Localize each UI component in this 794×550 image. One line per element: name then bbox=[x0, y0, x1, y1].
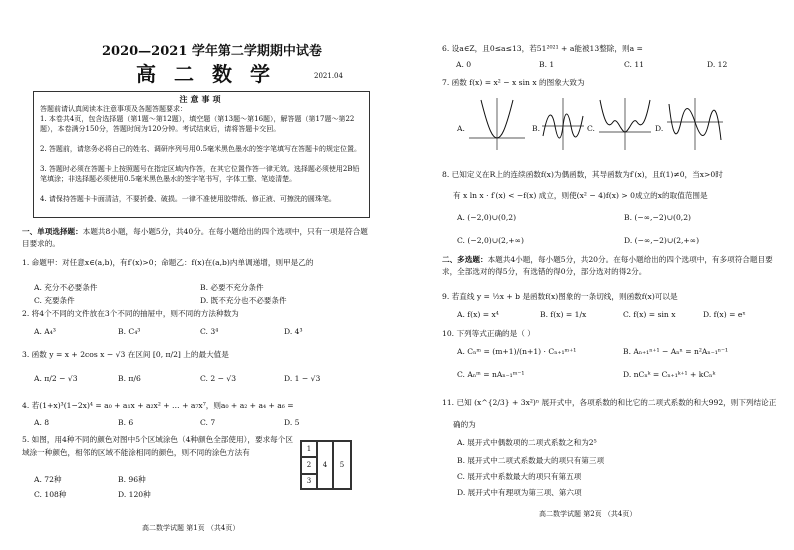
question-8-stem-2: 有 x ln x · f′(x) < −f(x) 成立，则使(x² − 4)f(x) > 0成立的x的取值范围是 bbox=[453, 191, 708, 200]
question-6-stem: 6. 设a∈Z，且0≤a≤13，若51²⁰²¹ + a能被13整除，则a = bbox=[442, 44, 643, 53]
section-2-desc: 本题共4小题，每小题5分，共20分。在每小题给出的四个选项中，有多项符合题目要求，全部选对的得5分，有选错的得0分，部分选对的得2分。 bbox=[442, 255, 773, 277]
notice-item-1: 1. 本卷共4页，包含选择题（第1题～第12题），填空题（第13题～第16题），解答题（第17题～第22题），本卷满分150分，答题时间为120分钟。考试结束后，请将答题卡交回。 bbox=[40, 115, 355, 133]
q6-option-b: B. 1 bbox=[539, 60, 555, 69]
section-2-heading: 二、多选题： bbox=[442, 255, 488, 264]
region-4: 4 bbox=[317, 441, 333, 489]
q11-option-c: C. 展开式中系数最大的项只有第五项 bbox=[457, 472, 582, 481]
notice-item-3: 3. 答题时必须在答题卡上按照题号在指定区域内作答，在其它位置作答一律无效。选择题必须使用2B铅笔填涂；非选择题必须使用0.5毫米黑色墨水的签字笔书写，字体工整、笔迹清楚。 bbox=[40, 165, 360, 183]
q8-option-d: D. (−∞,−2)∪(2,+∞) bbox=[624, 236, 700, 245]
q7-graph-b bbox=[540, 96, 586, 152]
page-1-footer: 高二数学试题 第1页 （共4页） bbox=[142, 524, 240, 532]
question-8-stem: 8. 已知定义在R上的连续函数f(x)为偶函数，其导函数为f′(x)，且f(1)≠0，当x>0时 bbox=[442, 170, 723, 179]
question-7-stem: 7. 函数 f(x) = x² − x sin x 的图象大致为 bbox=[442, 78, 585, 87]
q2-option-d: D. 4³ bbox=[284, 327, 303, 336]
section-1-desc: 本题共8小题，每小题5分，共40分。在每小题给出的四个选项中，只有一项是符合题目要求的。 bbox=[22, 227, 368, 249]
section-2 bbox=[442, 254, 782, 278]
q10-option-c: C. Aₙᵐ = nAₙ₋₁ᵐ⁻¹ bbox=[457, 370, 525, 379]
q7-option-d: D. bbox=[655, 124, 664, 133]
q9-option-b: B. f(x) = 1/x bbox=[540, 310, 587, 319]
q11-option-a: A. 展开式中偶数项的二项式系数之和为2⁵ bbox=[457, 438, 597, 447]
region-1: 1 bbox=[301, 441, 317, 457]
page-2 bbox=[397, 0, 794, 550]
q9-option-c: C. f(x) = sin x bbox=[623, 310, 676, 319]
q1-option-b: B. 必要不充分条件 bbox=[200, 283, 264, 292]
q10-option-a: A. Cₙᵐ = (m+1)/(n+1) · Cₙ₊₁ᵐ⁺¹ bbox=[457, 347, 577, 356]
q10-option-b: B. Aₙ₊₁ⁿ⁺¹ − Aₙⁿ = n²Aₙ₋₁ⁿ⁻¹ bbox=[623, 347, 729, 356]
question-11-stem: 11. 已知 (x^{2/3} + 3x²)ⁿ 展开式中，各项系数的和比它的二项式系数的和大992，则下列结论正 bbox=[442, 398, 777, 407]
q5-option-c: C. 108种 bbox=[34, 490, 67, 499]
q7-option-c: C. bbox=[587, 124, 595, 133]
q10-option-d: D. nCₙᵏ = Cₙ₊₁ᵏ⁺¹ + kCₙᵏ bbox=[623, 370, 716, 379]
q4-option-c: C. 7 bbox=[200, 418, 216, 427]
q1-option-a: A. 充分不必要条件 bbox=[34, 283, 98, 292]
q2-option-b: B. C₄³ bbox=[118, 327, 141, 336]
section-1-heading: 一、单项选择题： bbox=[22, 227, 83, 236]
q8-option-b: B. (−∞,−2)∪(0,2) bbox=[624, 213, 691, 222]
question-3-stem: 3. 函数 y = x + 2cos x − √3 在区间 [0, π/2] 上的最大值是 bbox=[22, 350, 229, 359]
q7-graph-c bbox=[597, 96, 653, 152]
q7-graph-a bbox=[467, 96, 527, 152]
q7-option-a: A. bbox=[457, 124, 465, 133]
notice-item-2: 2. 答题前，请您务必将自己的姓名、调研序列号用0.5毫米黑色墨水的签字笔填写在答题卡的规定位置。 bbox=[40, 145, 362, 153]
q6-option-d: D. 12 bbox=[707, 60, 728, 69]
q11-option-b: B. 展开式中二项式系数最大的项只有第三项 bbox=[457, 456, 605, 465]
question-2-stem: 2. 将4个不同的文件放在3个不同的抽屉中，则不同的方法种数为 bbox=[22, 309, 239, 318]
q9-option-a: A. f(x) = x⁴ bbox=[457, 310, 499, 319]
q8-option-c: C. (−2,0)∪(2,+∞) bbox=[457, 236, 524, 245]
question-10-stem: 10. 下列等式正确的是（ ） bbox=[442, 329, 535, 338]
notice-intro: 答题前请认真阅读本注意事项及各题答题要求： bbox=[40, 105, 187, 113]
q6-option-a: A. 0 bbox=[456, 60, 472, 69]
notice-heading: 注意事项 bbox=[179, 94, 224, 104]
question-9-stem: 9. 若直线 y = ½x + b 是函数f(x)图象的一条切线，则函数f(x)可以是 bbox=[442, 292, 678, 301]
page-2-footer: 高二数学试题 第2页 （共4页） bbox=[539, 510, 637, 518]
question-4-stem: 4. 若(1+x)³(1−2x)⁴ = a₀ + a₁x + a₂x² + … + a₇x⁷，则a₀ + a₂ + a₄ + a₆ = bbox=[22, 401, 294, 410]
q3-option-c: C. 2 − √3 bbox=[200, 374, 237, 383]
exam-subtitle: 高二数学 bbox=[136, 62, 288, 86]
exam-title: 2020—2021 学年第二学期期中试卷 bbox=[102, 44, 322, 59]
q11-option-d: D. 展开式中有理项为第三项、第六项 bbox=[457, 488, 582, 497]
q6-option-c: C. 11 bbox=[624, 60, 645, 69]
q8-option-a: A. (−2,0)∪(0,2) bbox=[457, 213, 517, 222]
q2-option-a: A. A₄³ bbox=[34, 327, 56, 336]
question-11-stem-2: 确的为 bbox=[453, 420, 476, 429]
q2-option-c: C. 3⁴ bbox=[200, 327, 219, 336]
q3-option-d: D. 1 − √3 bbox=[284, 374, 321, 383]
q4-option-a: A. 8 bbox=[34, 418, 50, 427]
q1-option-d: D. 既不充分也不必要条件 bbox=[200, 296, 287, 305]
q3-option-a: A. π/2 − √3 bbox=[34, 374, 78, 383]
q9-option-d: D. f(x) = eˣ bbox=[703, 310, 746, 319]
exam-date: 2021.04 bbox=[314, 72, 343, 80]
notice-box bbox=[33, 91, 370, 218]
region-5: 5 bbox=[333, 441, 351, 489]
region-3: 3 bbox=[301, 474, 317, 489]
q7-option-b: B. bbox=[532, 124, 540, 133]
q1-option-c: C. 充要条件 bbox=[34, 296, 75, 305]
question-5-stem: 5. 如图，用4种不同的颜色对图中5个区域涂色（4种颜色全部使用），要求每个区域涂一种颜色，相邻的区域不能涂相同的颜色，则不同的涂色方法有 bbox=[22, 435, 293, 458]
coloring-figure bbox=[300, 440, 352, 490]
q4-option-d: D. 5 bbox=[284, 418, 300, 427]
q5-option-b: B. 96种 bbox=[118, 475, 146, 484]
q5-option-d: D. 120种 bbox=[118, 490, 151, 499]
notice-item-4: 4. 请保持答题卡卡面清洁，不要折叠、破损。一律不准使用胶带纸、修正液、可擦洗的圆珠笔。 bbox=[40, 195, 336, 203]
region-2: 2 bbox=[301, 457, 317, 474]
q4-option-b: B. 6 bbox=[118, 418, 134, 427]
q7-graph-d bbox=[665, 96, 725, 152]
q3-option-b: B. π/6 bbox=[118, 374, 141, 383]
q5-option-a: A. 72种 bbox=[34, 475, 62, 484]
question-1-stem: 1. 命题甲：对任意x∈(a,b)，有f′(x)>0；命题乙：f(x)在(a,b)内单调递增，则甲是乙的 bbox=[22, 258, 314, 267]
section-1 bbox=[22, 226, 374, 250]
